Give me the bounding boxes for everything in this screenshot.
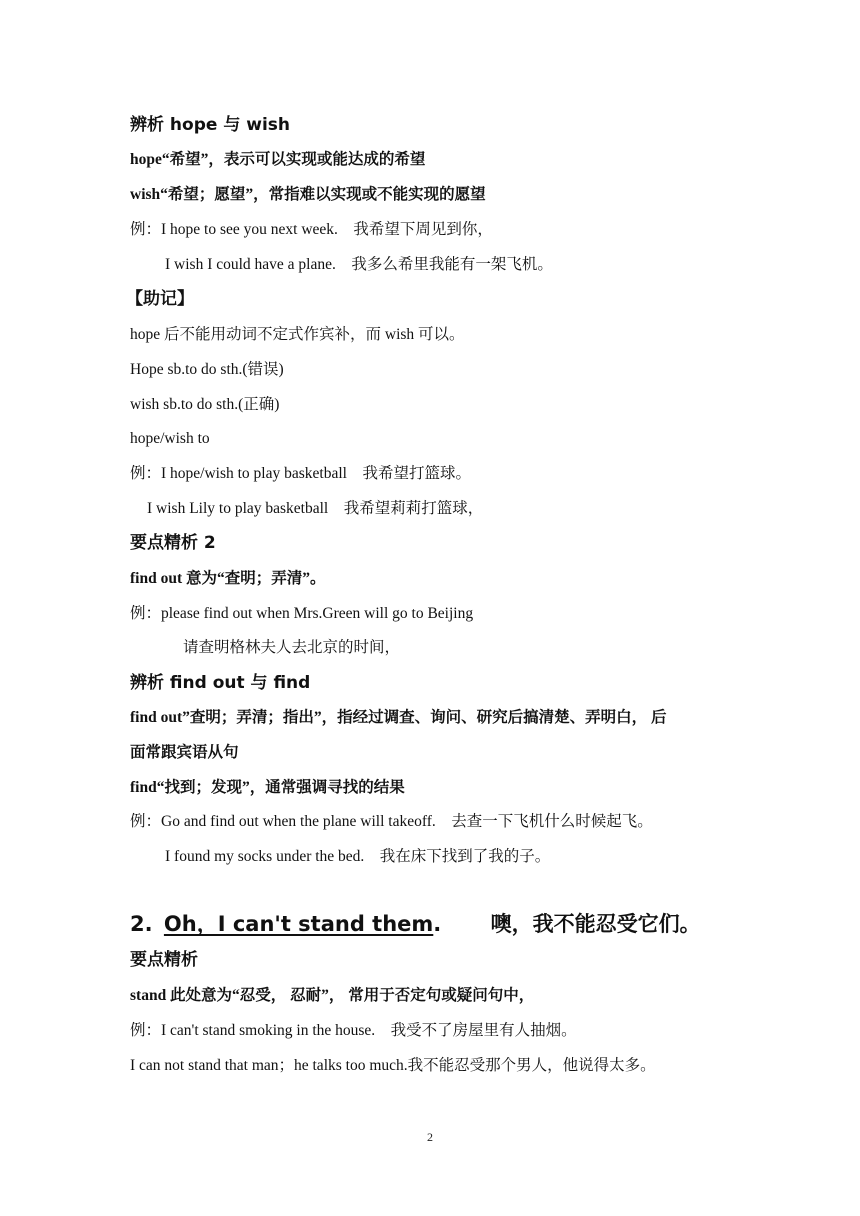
heading-hope-wish: 辨析 hope 与 wish [130, 115, 290, 135]
find-out-explanation-cont: 面常跟宾语从句 [130, 744, 239, 761]
section-number: 2. [130, 912, 153, 936]
hope-wish-to: hope/wish to [130, 430, 210, 447]
example-hope: 例：I hope to see you next week. 我希望下周见到你， [130, 221, 493, 238]
section-sentence-period: . [433, 912, 442, 936]
stand-definition: stand 此处意为“忍受， 忍耐”， 常用于否定句或疑问句中， [130, 987, 535, 1004]
example-stand-man: I can not stand that man；he talks too much.我不能忍受那个男人，他说得太多。 [130, 1057, 656, 1074]
heading-key-points: 要点精析 [130, 950, 198, 970]
find-definition: find“找到；发现”，通常强调寻找的结果 [130, 779, 405, 796]
example-socks: I found my socks under the bed. 我在床下找到了我的子。 [165, 848, 551, 865]
heading-find-out-find: 辨析 find out 与 find [130, 673, 311, 693]
example-takeoff: 例：Go and find out when the plane will takeoff. 去查一下飞机什么时候起飞。 [130, 813, 653, 830]
wish-sb-right: wish sb.to do sth.(正确) [130, 396, 280, 413]
wish-definition: wish“希望；愿望”，常指难以实现或不能实现的愿望 [130, 186, 486, 203]
section-sentence: Oh，I can't stand them [163, 912, 434, 936]
page-number: 2 [427, 1130, 433, 1144]
example-stand-smoking: 例：I can't stand smoking in the house. 我受不了房屋里有人抽烟。 [130, 1022, 577, 1039]
example-wish-lily: I wish Lily to play basketball 我希望莉莉打篮球， [147, 500, 484, 517]
hope-sb-wrong: Hope sb.to do sth.(错误) [130, 361, 284, 378]
example-find-out-translation: 请查明格林夫人去北京的时间， [183, 639, 401, 656]
find-out-explanation: find out”查明；弄清；指出”，指经过调查、询问、研究后搞清楚、弄明白， 后 [130, 709, 667, 726]
mnemonic-text: hope 后不能用动词不定式作宾补，而 wish 可以。 [130, 326, 465, 343]
section-translation: 噢，我不能忍受它们。 [490, 912, 701, 936]
hope-definition: hope“希望”，表示可以实现或能达成的希望 [130, 151, 426, 168]
heading-mnemonic: 【助记】 [126, 289, 194, 309]
example-find-out: 例：please find out when Mrs.Green will go to Beijing [130, 605, 474, 622]
heading-key-points-2: 要点精析 2 [130, 533, 216, 553]
find-out-definition: find out 意为“查明；弄清”。 [130, 570, 326, 587]
example-wish: I wish I could have a plane. 我多么希里我能有一架飞机。 [165, 256, 553, 273]
section-2-heading [130, 910, 750, 938]
example-hope-wish-to: 例：I hope/wish to play basketball 我希望打篮球。 [130, 465, 471, 482]
